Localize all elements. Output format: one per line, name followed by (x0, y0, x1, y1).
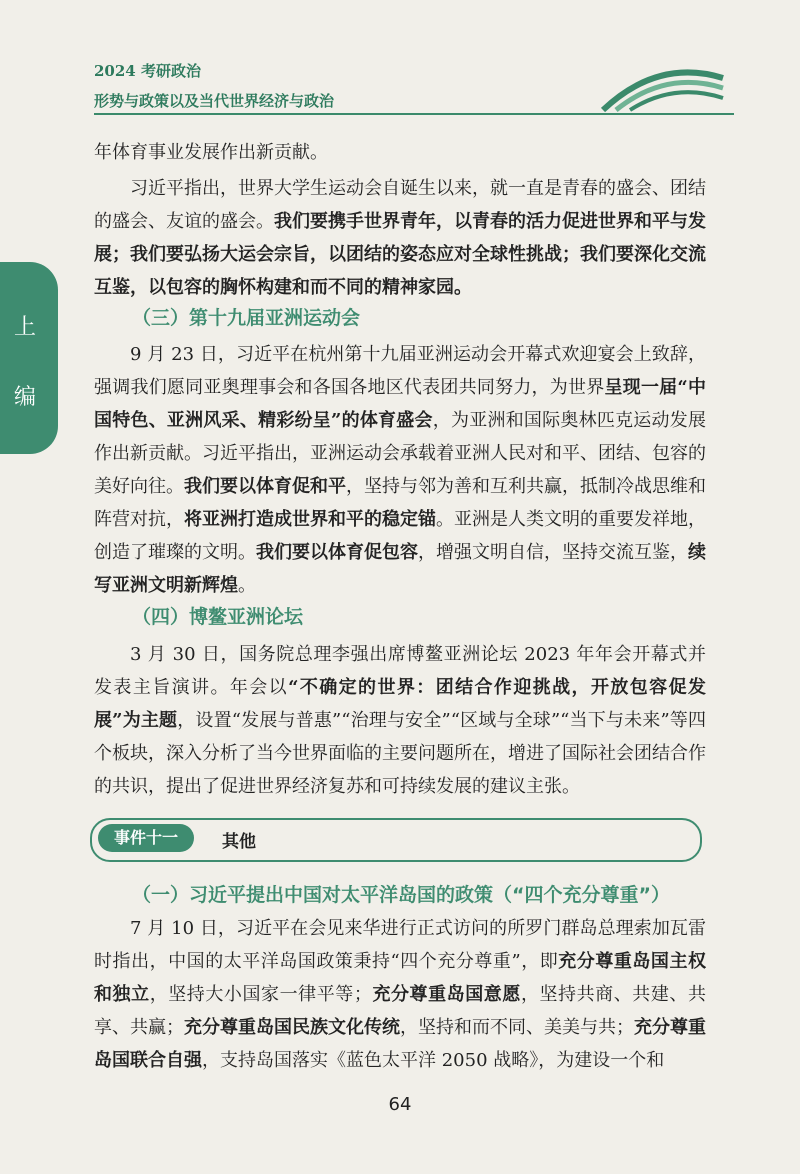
side-tab-char-1: 上 (14, 315, 37, 340)
subheading-pacific-islands: （一）习近平提出中国对太平洋岛国的政策（“四个充分尊重”） (132, 884, 670, 906)
text-bold: 充分尊重岛国主权和独立 (94, 951, 706, 1005)
text: ，坚持大小国家一律平等； (149, 984, 372, 1005)
text-bold: 呈现一届“中国特色、亚洲风采、精彩纷呈”的体育盛会 (94, 377, 706, 431)
text-bold: 我们要携手世界青年，以青春的活力促进世界和平与发展；我们要弘扬大运会宗旨，以团结的姿态应对全球性挑战；我们要深化交流互鉴，以包容的胸怀构建和而不同的精神家园。 (94, 211, 706, 298)
text: ，坚持共商、共建、共享、共赢； (94, 984, 706, 1038)
header-arcs-decoration (598, 58, 728, 118)
event-number-tag: 事件十一 (98, 824, 194, 852)
text: ，为亚洲和国际奥林匹克运动发展作出新贡献。习近平指出，亚洲运动会承载着亚洲人民对和平、团结、包容的美好向往。 (94, 410, 707, 497)
text-bold: “不确定的世界：团结合作迎挑战，开放包容促发展”为主题 (94, 677, 706, 731)
text-bold: 续写亚洲文明新辉煌 (94, 542, 706, 596)
text-bold: 充分尊重岛国民族文化传统 (184, 1017, 400, 1038)
text: 。亚洲是人类文明的重要发祥地，创造了璀璨的文明。 (94, 509, 706, 563)
page-number: 64 (388, 1094, 412, 1115)
text: ，坚持与邻为善和互利共赢，抵制冷战思维和阵营对抗， (94, 476, 706, 530)
text-bold: 充分尊重岛国意愿 (371, 984, 521, 1005)
text-bold: 我们要以体育促和平 (184, 476, 346, 497)
event-title: 其他 (222, 832, 256, 852)
text: ，设置“发展与普惠”“治理与安全”“区域与全球”“当下与未来”等四个板块，深入分析了当今世界面临的主要问题所在，增进了国际社会团结合作的共识，提出了促进世界经济复苏和可持续发展的建议主张。 (94, 710, 706, 797)
text: 7 月 10 日，习近平在会见来华进行正式访问的所罗门群岛总理索加瓦雷时指出，中国的太平洋岛国政策秉持“四个充分尊重”，即 (94, 918, 706, 972)
paragraph-asian-games (94, 338, 706, 602)
side-tab-char-2: 编 (14, 385, 37, 410)
header-book-title: 形势与政策以及当代世界经济与政治 (94, 92, 335, 110)
text: ，支持岛国落实《蓝色太平洋 2050 战略》，为建设一个和 (202, 1050, 665, 1071)
text: 。 (238, 575, 256, 596)
text: ，坚持和而不同、美美与共； (400, 1017, 634, 1038)
header-exam-title: 2024 考研政治 (94, 62, 201, 80)
text: 习近平指出，世界大学生运动会自诞生以来，就一直是青春的盛会、团结的盛会、友谊的盛会。 (94, 178, 706, 232)
subheading-boao-forum: （四）博鳌亚洲论坛 (132, 606, 304, 628)
event-banner (90, 818, 702, 862)
paragraph-universiade (94, 172, 706, 304)
text: ，增强文明自信，坚持交流互鉴， (418, 542, 688, 563)
paragraph-boao-forum (94, 638, 706, 803)
text: 3 月 30 日，国务院总理李强出席博鳌亚洲论坛 2023 年年会开幕式并发表主旨演讲。年会以 (94, 644, 706, 698)
volume-side-tab (0, 262, 58, 454)
text-bold: 我们要以体育促包容 (256, 542, 418, 563)
paragraph-pacific-islands (94, 912, 706, 1077)
text-bold: 充分尊重岛国联合自强 (94, 1017, 706, 1071)
text-bold: 将亚洲打造成世界和平的稳定锚 (184, 509, 436, 530)
paragraph-continued (94, 136, 706, 169)
text: 年体育事业发展作出新贡献。 (94, 142, 328, 163)
text: 9 月 23 日，习近平在杭州第十九届亚洲运动会开幕式欢迎宴会上致辞，强调我们愿同亚奥理事会和各国各地区代表团共同努力，为世界 (94, 344, 706, 398)
subheading-asian-games: （三）第十九届亚洲运动会 (132, 307, 361, 329)
